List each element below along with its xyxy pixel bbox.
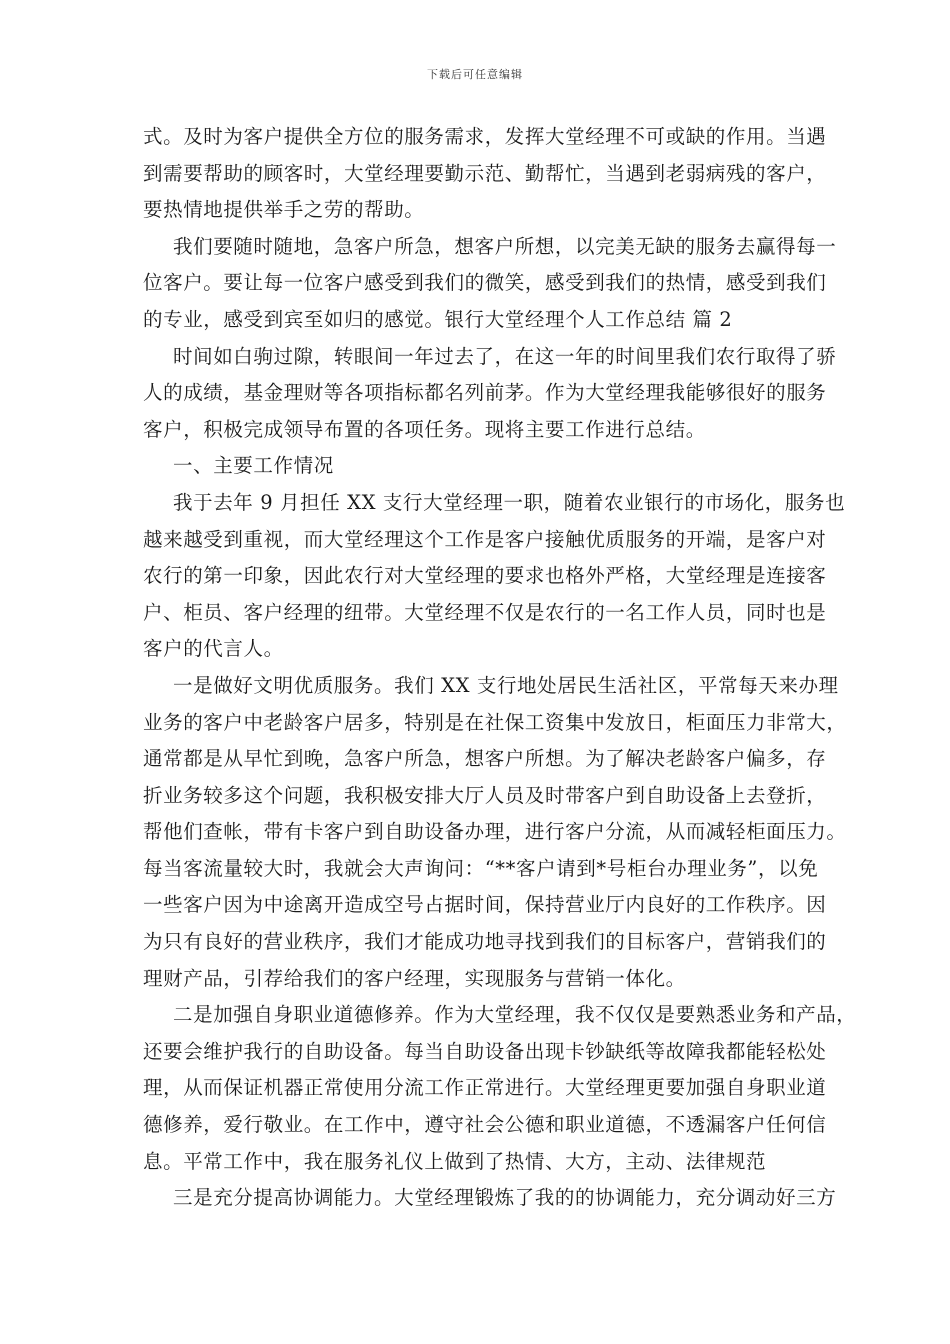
text-line: 帮他们查帐，带有卡客户到自助设备办理，进行客户分流，从而减轻柜面压力。	[143, 820, 847, 844]
text-line: 息。平常工作中，我在服务礼仪上做到了热情、大方，主动、法律规范	[143, 1149, 767, 1173]
text-line: 到需要帮助的顾客时，大堂经理要勤示范、勤帮忙，当遇到老弱病残的客户，	[143, 161, 827, 185]
text-line: 理财产品，引荐给我们的客户经理，实现服务与营销一体化。	[143, 966, 686, 990]
text-line: 越来越受到重视，而大堂经理这个工作是客户接触优质服务的开端，是客户对	[143, 527, 827, 551]
text-line: 客户的代言人。	[143, 637, 284, 661]
text-line: 客户，积极完成领导布置的各项任务。现将主要工作进行总结。	[143, 417, 706, 441]
text-line: 一、主要工作情况	[173, 454, 334, 478]
text-line: 通常都是从早忙到晚，急客户所急，想客户所想。为了解决老龄客户偏多，存	[143, 747, 827, 771]
text-line: 时间如白驹过隙，转眼间一年过去了，在这一年的时间里我们农行取得了骄	[173, 344, 837, 368]
text-line: 一是做好文明优质服务。我们 XX 支行地处居民生活社区，平常每天来办理	[173, 673, 839, 697]
text-line: 我于去年 9 月担任 XX 支行大堂经理一职，随着农业银行的市场化，服务也	[173, 490, 846, 514]
document-body	[143, 119, 857, 1217]
text-line: 人的成绩，基金理财等各项指标都名列前茅。作为大堂经理我能够很好的服务	[143, 381, 827, 405]
text-line: 农行的第一印象，因此农行对大堂经理的要求也格外严格，大堂经理是连接客	[143, 564, 827, 588]
text-line: 我们要随时随地，急客户所急，想客户所想，以完美无缺的服务去赢得每一	[173, 234, 837, 258]
text-line: 二是加强自身职业道德修养。作为大堂经理，我不仅仅是要熟悉业务和产品，	[173, 1003, 857, 1027]
text-line: 式。及时为客户提供全方位的服务需求，发挥大堂经理不可或缺的作用。当遇	[143, 125, 827, 148]
text-line: 为只有良好的营业秩序，我们才能成功地寻找到我们的目标客户，营销我们的	[143, 930, 827, 954]
text-line: 位客户。要让每一位客户感受到我们的微笑，感受到我们的热情，感受到我们	[143, 271, 827, 295]
text-line: 户、柜员、客户经理的纽带。大堂经理不仅是农行的一名工作人员，同时也是	[143, 600, 827, 624]
text-line: 德修养，爱行敬业。在工作中，遵守社会公德和职业道德，不透漏客户任何信	[143, 1113, 827, 1137]
text-line: 的专业，感受到宾至如归的感觉。银行大堂经理个人工作总结 篇 2	[143, 307, 733, 331]
text-line: 一些客户因为中途离开造成空号占据时间，保持营业厅内良好的工作秩序。因	[143, 893, 827, 917]
text-line: 每当客流量较大时，我就会大声询问：“**客户请到*号柜台办理业务”，以免	[143, 856, 819, 880]
text-line: 还要会维护我行的自助设备。每当自助设备出现卡钞缺纸等故障我都能轻松处	[143, 1039, 827, 1063]
text-line: 业务的客户中老龄客户居多，特别是在社保工资集中发放日，柜面压力非常大，	[143, 710, 847, 734]
text-line: 理，从而保证机器正常使用分流工作正常进行。大堂经理更要加强自身职业道	[143, 1076, 827, 1100]
page-header: 下载后可任意编辑	[427, 68, 523, 81]
text-line: 三是充分提高协调能力。大堂经理锻炼了我的的协调能力，充分调动好三方	[173, 1186, 837, 1210]
text-line: 要热情地提供举手之劳的帮助。	[143, 198, 425, 222]
text-line: 折业务较多这个问题，我积极安排大厅人员及时带客户到自助设备上去登折，	[143, 783, 827, 807]
